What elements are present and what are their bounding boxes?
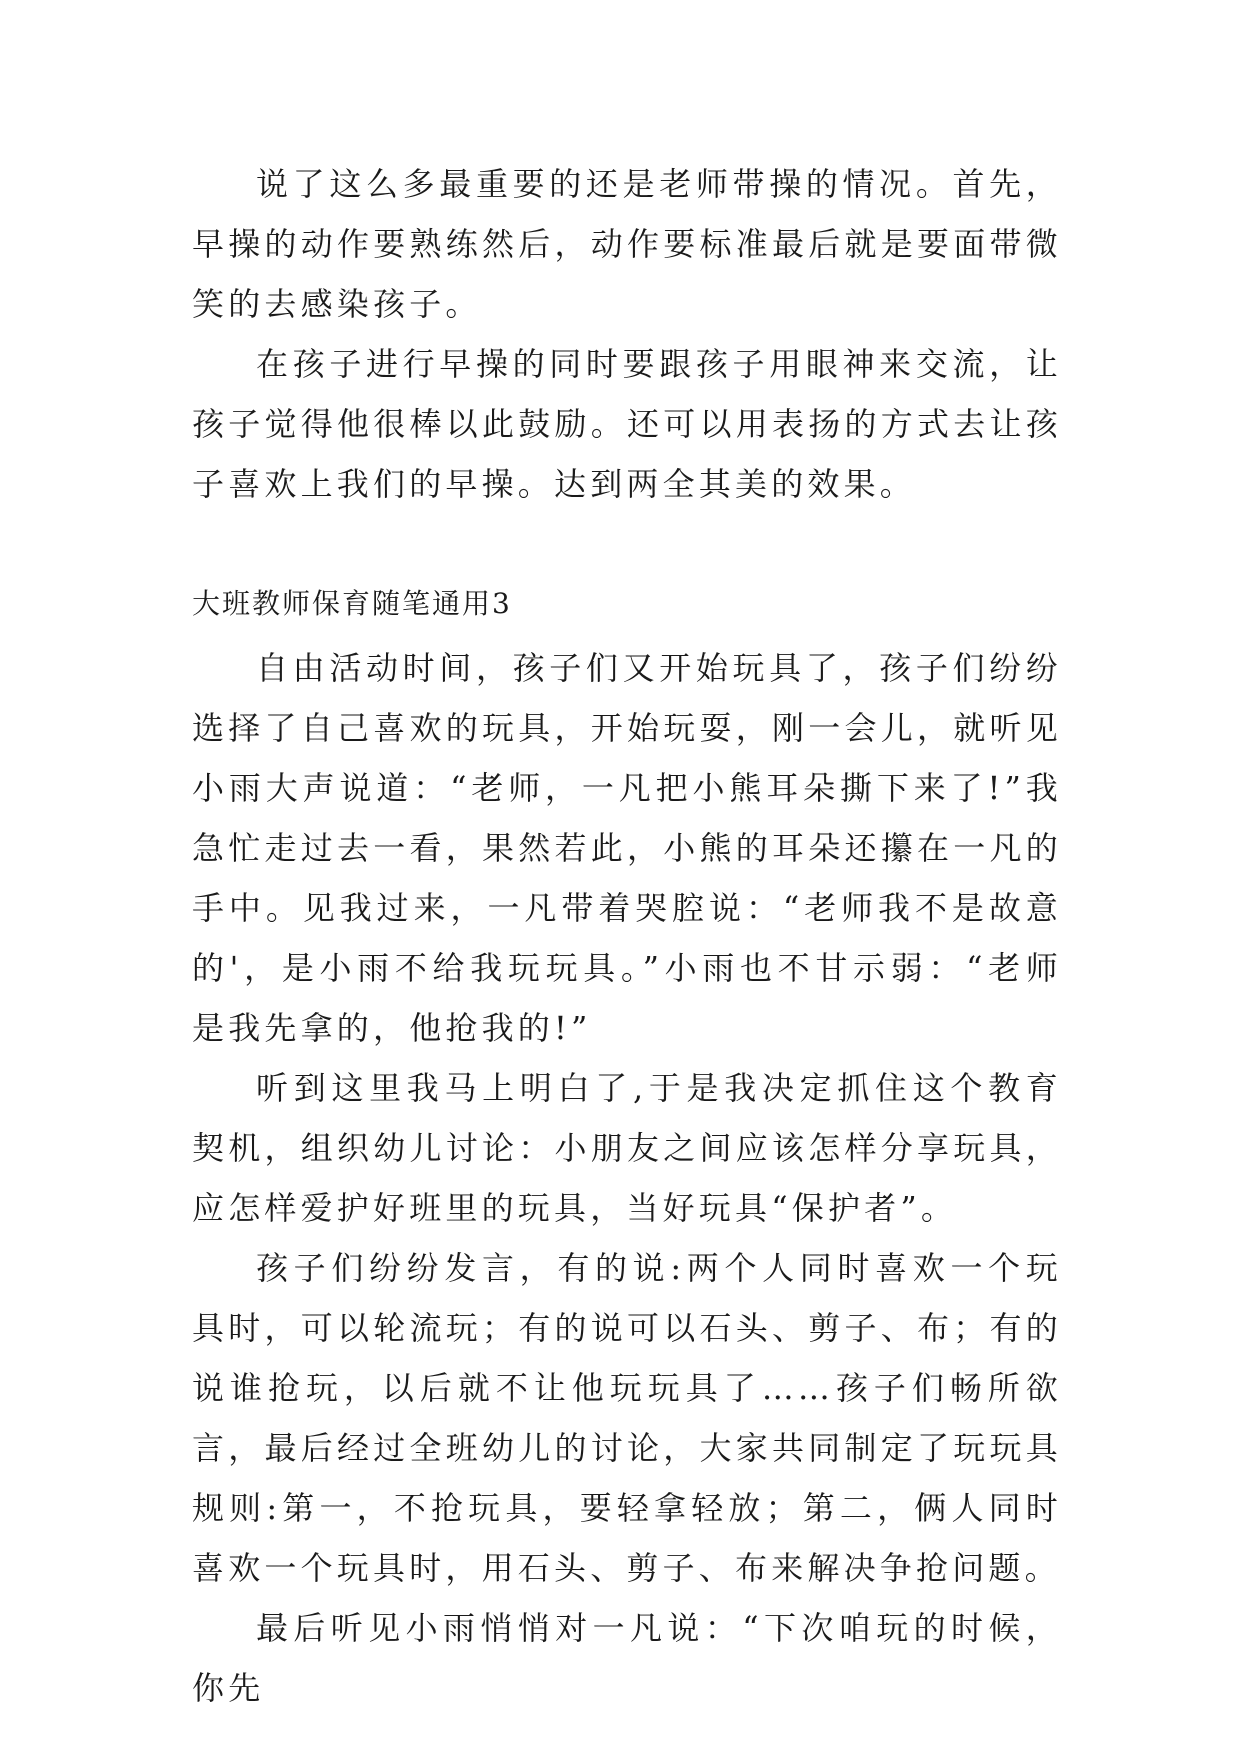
paragraph: 在孩子进行早操的同时要跟孩子用眼神来交流，让孩子觉得他很棒以此鼓励。还可以用表扬的方式去让孩子喜欢上我们的早操。达到两全其美的效果。 (192, 345, 1062, 503)
paragraph: 孩子们纷纷发言，有的说:两个人同时喜欢一个玩具时，可以轮流玩；有的说可以石头、剪子、布；有的说谁抢玩，以后就不让他玩玩具了……孩子们畅所欲言，最后经过全班幼儿的讨论，大家共同制定了玩玩具规则:第一，不抢玩具，要轻拿轻放；第二，俩人同时喜欢一个玩具时，用石头、剪子、布来解决争抢问题。 (192, 1249, 1062, 1587)
section-heading: 大班教师保育随笔通用3 (192, 587, 512, 620)
paragraph: 自由活动时间，孩子们又开始玩具了，孩子们纷纷选择了自己喜欢的玩具，开始玩耍，刚一会儿，就听见小雨大声说道：“老师，一凡把小熊耳朵撕下来了!”我急忙走过去一看，果然若此，小熊的耳朵还攥在一凡的手中。见我过来，一凡带着哭腔说：“老师我不是故意的'，是小雨不给我玩玩具。”小雨也不甘示弱：“老师是我先拿的，他抢我的!” (192, 649, 1062, 1047)
paragraph: 最后听见小雨悄悄对一凡说：“下次咱玩的时候，你先 (192, 1609, 1062, 1707)
paragraph: 听到这里我马上明白了,于是我决定抓住这个教育契机，组织幼儿讨论：小朋友之间应该怎样分享玩具，应怎样爱护好班里的玩具，当好玩具“保护者”。 (192, 1069, 1062, 1227)
paragraph: 说了这么多最重要的还是老师带操的情况。首先，早操的动作要熟练然后，动作要标准最后就是要面带微笑的去感染孩子。 (192, 165, 1062, 323)
section-2-body (192, 574, 1062, 1718)
section-1-body (192, 154, 1062, 514)
